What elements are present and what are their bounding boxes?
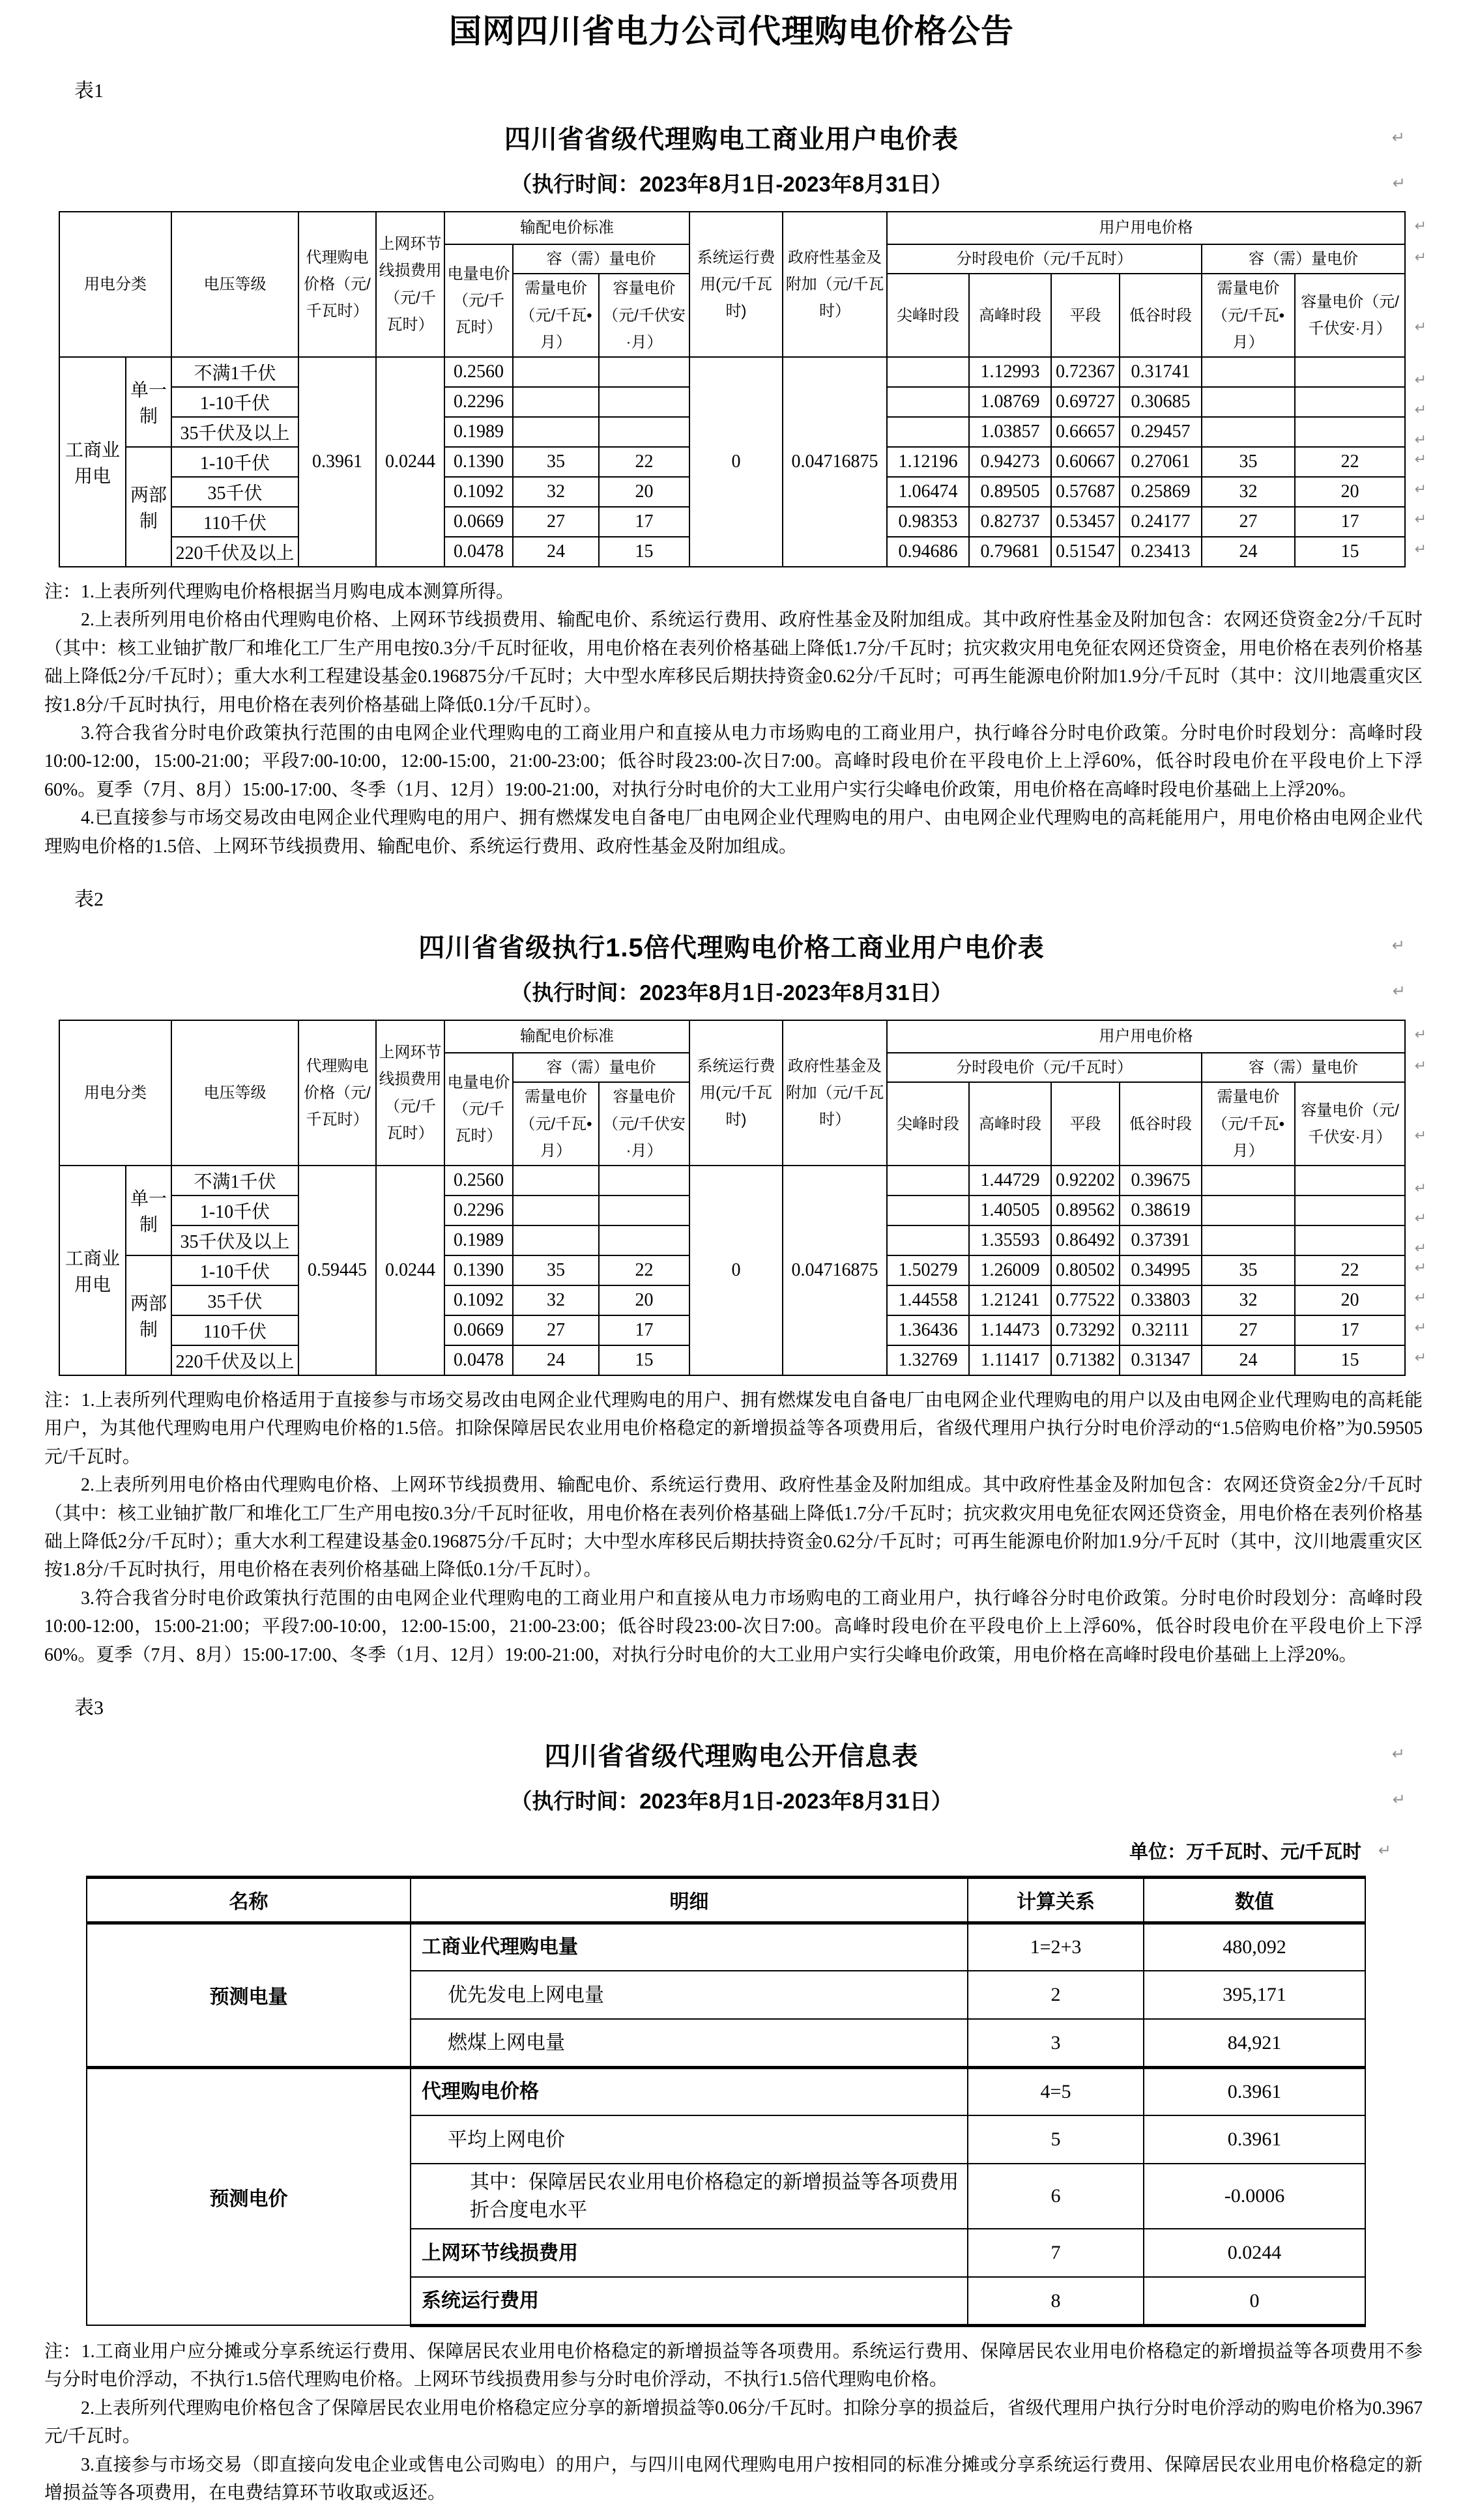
hdr-demand-price: 需量电价（元/千瓦•月）: [1202, 274, 1295, 357]
value-cell: 480,092: [1144, 1923, 1365, 1971]
energy-price-cell: 0.2296: [444, 1196, 513, 1225]
detail-cell: 其中：保障居民农业用电价格稳定的新增损益等各项费用折合度电水平: [411, 2164, 968, 2229]
hdr-demand-price: 需量电价（元/千瓦•月）: [513, 1082, 599, 1166]
regime-single-cell: 单一制: [126, 357, 171, 447]
user-demand-price-cell: 35: [1202, 1255, 1295, 1285]
peak-price-cell: 1.44729: [969, 1166, 1051, 1196]
agency-price-cell: 0.3961: [298, 357, 376, 567]
gov-fund-cell: 0.04716875: [783, 1166, 887, 1375]
user-demand-price-cell: 24: [1202, 537, 1295, 567]
energy-price-cell: 0.0478: [444, 537, 513, 567]
hdr-peak: 高峰时段: [969, 1082, 1051, 1166]
demand-price-cell: 27: [513, 1315, 599, 1345]
demand-price-cell: 24: [513, 1345, 599, 1375]
peak-price-cell: 1.35593: [969, 1225, 1051, 1255]
user-demand-price-cell: 32: [1202, 1285, 1295, 1315]
voltage-cell: 35千伏: [171, 1285, 298, 1315]
hdr-system-fee: 系统运行费用(元/千瓦时): [689, 1020, 783, 1166]
user-demand-price-cell: [1202, 1196, 1295, 1225]
hdr-capacity-price: 容量电价（元/千伏安·月）: [599, 274, 689, 357]
table2-title: 四川省省级执行1.5倍代理购电价格工商业用户电价表 ↵: [39, 927, 1424, 964]
table-row: [87, 2067, 1365, 2115]
detail-cell: 优先发电上网电量: [411, 1971, 968, 2019]
detail-cell: 系统运行费用: [411, 2277, 968, 2325]
demand-price-cell: [513, 1196, 599, 1225]
peak-price-cell: 1.21241: [969, 1285, 1051, 1315]
hdr-category: 用电分类: [59, 212, 171, 357]
capacity-price-cell: 15: [599, 537, 689, 567]
note-paragraph: 2.上表所列用电价格由代理购电价格、上网环节线损费用、输配电价、系统运行费用、政府性基金及附加组成。其中政府性基金及附加包含：农网还贷资金2分/千瓦时（其中：核工业铀扩散厂和堆化工厂生产用电按0.3分/千瓦时征收，用电价格在表列价格基础上降低1.7分/千瓦时；抗灾救灾用电免征农网还贷资金，用电价格在表列价格基础上降低2分/千瓦时）；重大水利工程建设基金0.196875分/千瓦时；大中型水库移民后期扶持资金0.62分/千瓦时；可再生能源电价附加1.9分/千瓦时（其中：汶川地震重灾区按1.8分/千瓦时执行，用电价格在表列价格基础上降低0.1分/千瓦时）。: [44, 610, 1423, 715]
hdr-user-price: 用户用电价格 ↵: [887, 1020, 1405, 1053]
hdr-td-standard: 输配电价标准: [444, 212, 689, 244]
note-paragraph: 4.已直接参与市场交易改由电网企业代理购电的用户、拥有燃煤发电自备电厂由电网企业代理购电的用户、由电网企业代理购电的高耗能用户，用电价格由电网企业代理购电价格的1.5倍、上网环节线损费用、输配电价、系统运行费用、政府性基金及附加组成。: [44, 808, 1423, 857]
energy-price-cell: 0.2560: [444, 1166, 513, 1196]
valley-price-cell: 0.39675: [1120, 1166, 1202, 1196]
valley-price-cell: 0.27061: [1120, 447, 1202, 477]
value-cell: 0.3961: [1144, 2067, 1365, 2115]
voltage-cell: 1-10千伏: [171, 447, 298, 477]
calc-cell: 2: [968, 1971, 1144, 2019]
value-cell: 0.0244: [1144, 2229, 1365, 2277]
demand-price-cell: 32: [513, 477, 599, 507]
valley-price-cell: 0.23413: [1120, 537, 1202, 567]
hdr-agency-price: 代理购电价格（元/千瓦时）: [298, 212, 376, 357]
voltage-cell: 220千伏及以上: [171, 537, 298, 567]
voltage-cell: 220千伏及以上: [171, 1345, 298, 1375]
table-row: [59, 1166, 1405, 1196]
user-capacity-price-cell: [1295, 1166, 1405, 1196]
hdr-category: 用电分类: [59, 1020, 171, 1166]
voltage-cell: 35千伏及以上: [171, 1225, 298, 1255]
peak-price-cell: 1.26009: [969, 1255, 1051, 1285]
valley-price-cell: 0.29457: [1120, 417, 1202, 447]
hdr-sharp: 尖峰时段: [887, 274, 969, 357]
hdr-valley: 低谷时段: [1120, 1082, 1202, 1166]
regime-two-part-cell: 两部制: [126, 447, 171, 567]
user-capacity-price-cell: [1295, 1196, 1405, 1225]
valley-price-cell: 0.31741: [1120, 357, 1202, 387]
energy-price-cell: 0.2560: [444, 357, 513, 387]
hdr-demand-price: 需量电价（元/千瓦•月）: [1202, 1082, 1295, 1166]
user-capacity-price-cell: 22 ↵: [1295, 1255, 1405, 1285]
table-header-row: [59, 212, 1405, 244]
valley-price-cell: 0.37391: [1120, 1225, 1202, 1255]
hdr-td-standard: 输配电价标准: [444, 1020, 689, 1053]
capacity-price-cell: [599, 387, 689, 417]
group-cell: 工商业用电: [59, 357, 126, 567]
flat-price-cell: 0.86492: [1051, 1225, 1120, 1255]
valley-price-cell: 0.34995: [1120, 1255, 1202, 1285]
hdr-cap-need: 容（需）量电价 ↵: [1202, 1053, 1405, 1082]
hdr-gov-fund: 政府性基金及附加（元/千瓦时）: [783, 212, 887, 357]
calc-cell: 4=5: [968, 2067, 1144, 2115]
hdr-energy-price: 电量电价（元/千瓦时）: [444, 244, 513, 357]
peak-price-cell: 1.03857: [969, 417, 1051, 447]
calc-cell: 7: [968, 2229, 1144, 2277]
note-paragraph: 2.上表所列代理购电价格包含了保障居民农业用电价格稳定应分享的新增损益等0.06分/千瓦时。扣除分享的损益后，省级代理用户执行分时电价浮动的购电价格为0.3967元/千瓦时。: [44, 2398, 1423, 2447]
valley-price-cell: 0.38619: [1120, 1196, 1202, 1225]
valley-price-cell: 0.24177: [1120, 507, 1202, 537]
detail-cell: 上网环节线损费用: [411, 2229, 968, 2277]
detail-cell: 燃煤上网电量: [411, 2019, 968, 2067]
hdr-flat: 平段: [1051, 1082, 1120, 1166]
sharp-price-cell: 0.94686: [887, 537, 969, 567]
calc-cell: 8: [968, 2277, 1144, 2325]
peak-price-cell: 1.40505: [969, 1196, 1051, 1225]
table-row: [87, 1923, 1365, 1971]
demand-price-cell: 27: [513, 507, 599, 537]
demand-price-cell: 24: [513, 537, 599, 567]
sharp-price-cell: [887, 357, 969, 387]
hdr-capacity-price: 容量电价（元/千伏安·月）: [599, 1082, 689, 1166]
value-cell: 0.3961: [1144, 2115, 1365, 2164]
flat-price-cell: 0.80502: [1051, 1255, 1120, 1285]
capacity-price-cell: 17: [599, 507, 689, 537]
agency-price-cell: 0.59445: [298, 1166, 376, 1375]
sharp-price-cell: 1.50279: [887, 1255, 969, 1285]
note-paragraph: 3.符合我省分时电价政策执行范围的由电网企业代理购电的工商业用户和直接从电力市场购电的工商业用户，执行峰谷分时电价政策。分时电价时段划分：高峰时段10:00-12:00，15:00-21:00；平段7:00-10:00，12:00-15:00，21:00-23:00；低谷时段23:00-次日7:00。高峰时段电价在平段电价上上浮60%，低谷时段电价在平段电价上下浮60%。夏季（7月、8月）15:00-17:00、冬季（1月、12月）19:00-21:00，对执行分时电价的大工业用户实行尖峰电价政策，用电价格在高峰时段电价基础上上浮20%。: [44, 1588, 1423, 1665]
user-capacity-price-cell: 17 ↵: [1295, 507, 1405, 537]
peak-price-cell: 0.82737: [969, 507, 1051, 537]
user-capacity-price-cell: [1295, 1225, 1405, 1255]
note-paragraph: 注：1.上表所列代理购电价格根据当月购电成本测算所得。: [44, 582, 515, 603]
user-demand-price-cell: [1202, 417, 1295, 447]
energy-price-cell: 0.1989: [444, 1225, 513, 1255]
peak-price-cell: 0.89505: [969, 477, 1051, 507]
hdr-cap-need: 容（需）量电价: [513, 244, 689, 274]
demand-price-cell: 32: [513, 1285, 599, 1315]
hdr-line-loss: 上网环节线损费用（元/千瓦时）: [376, 212, 444, 357]
table3-info-table: [86, 1876, 1366, 2327]
sharp-price-cell: [887, 1166, 969, 1196]
voltage-cell: 35千伏及以上: [171, 417, 298, 447]
hdr-peak: 高峰时段: [969, 274, 1051, 357]
sharp-price-cell: 1.44558: [887, 1285, 969, 1315]
detail-cell: 平均上网电价: [411, 2115, 968, 2164]
user-demand-price-cell: [1202, 1166, 1295, 1196]
flat-price-cell: 0.71382: [1051, 1345, 1120, 1375]
demand-price-cell: [513, 1225, 599, 1255]
hdr-capacity-price: 容量电价（元/千伏安·月） ↵: [1295, 274, 1405, 357]
hdr-demand-price: 需量电价（元/千瓦•月）: [513, 274, 599, 357]
hdr-gov-fund: 政府性基金及附加（元/千瓦时）: [783, 1020, 887, 1166]
hdr-cap-need: 容（需）量电价: [513, 1053, 689, 1082]
demand-price-cell: 35: [513, 447, 599, 477]
table1-price-grid: [59, 211, 1406, 567]
capacity-price-cell: [599, 1225, 689, 1255]
capacity-price-cell: 15: [599, 1345, 689, 1375]
user-capacity-price-cell: [1295, 357, 1405, 387]
sharp-price-cell: 1.32769: [887, 1345, 969, 1375]
table1-period: （执行时间：2023年8月1日-2023年8月31日） ↵: [39, 167, 1424, 198]
table3-title: 四川省省级代理购电公开信息表 ↵: [39, 1736, 1424, 1773]
user-demand-price-cell: [1202, 387, 1295, 417]
group-cell: 工商业用电: [59, 1166, 126, 1375]
detail-cell: 工商业代理购电量: [411, 1923, 968, 1971]
capacity-price-cell: [599, 1166, 689, 1196]
user-demand-price-cell: 35: [1202, 447, 1295, 477]
capacity-price-cell: 22: [599, 447, 689, 477]
user-capacity-price-cell: 15 ↵: [1295, 537, 1405, 567]
valley-price-cell: 0.33803: [1120, 1285, 1202, 1315]
flat-price-cell: 0.60667: [1051, 447, 1120, 477]
sharp-price-cell: 1.06474: [887, 477, 969, 507]
regime-two-part-cell: 两部制: [126, 1255, 171, 1375]
sharp-price-cell: 1.36436: [887, 1315, 969, 1345]
demand-price-cell: [513, 357, 599, 387]
line-loss-cell: 0.0244: [376, 357, 444, 567]
sharp-price-cell: [887, 1225, 969, 1255]
peak-price-cell: 1.08769: [969, 387, 1051, 417]
peak-price-cell: 0.79681: [969, 537, 1051, 567]
hdr-line-loss: 上网环节线损费用（元/千瓦时）: [376, 1020, 444, 1166]
calc-cell: 6: [968, 2164, 1144, 2229]
table-row: [59, 357, 1405, 387]
line-loss-cell: 0.0244: [376, 1166, 444, 1375]
group-name-cell: 预测电量: [87, 1923, 411, 2067]
user-demand-price-cell: [1202, 1225, 1295, 1255]
energy-price-cell: 0.1390: [444, 447, 513, 477]
unit-note: 单位：万千瓦时、元/千瓦时 ↵: [39, 1837, 1361, 1864]
valley-price-cell: 0.30685: [1120, 387, 1202, 417]
table-header-row: [59, 1020, 1405, 1053]
table2-wrapper: [59, 1020, 1406, 1376]
voltage-cell: 1-10千伏: [171, 1255, 298, 1285]
table1-label: 表1: [74, 80, 104, 102]
capacity-price-cell: 22: [599, 1255, 689, 1285]
hdr-voltage: 电压等级: [171, 1020, 298, 1166]
hdr-value: 数值: [1144, 1877, 1365, 1923]
hdr-name: 名称: [87, 1877, 411, 1923]
capacity-price-cell: [599, 357, 689, 387]
note-paragraph: 注：1.上表所列代理购电价格适用于直接参与市场交易改由电网企业代理购电的用户、拥有燃煤发电自备电厂由电网企业代理购电的用户以及由电网企业代理购电的高耗能用户，为其他代理购电用户代理购电价格的1.5倍。扣除保障居民农业用电价格稳定的新增损益等各项费用后，省级代理用户执行分时电价浮动的“1.5倍购电价格”为0.59505元/千瓦时。: [44, 1390, 1423, 1467]
sharp-price-cell: 1.12196: [887, 447, 969, 477]
user-demand-price-cell: 27: [1202, 507, 1295, 537]
sharp-price-cell: [887, 1196, 969, 1225]
voltage-cell: 1-10千伏: [171, 1196, 298, 1225]
hdr-energy-price: 电量电价（元/千瓦时）: [444, 1053, 513, 1166]
user-capacity-price-cell: 20 ↵: [1295, 1285, 1405, 1315]
hdr-system-fee: 系统运行费用(元/千瓦时): [689, 212, 783, 357]
energy-price-cell: 0.0478: [444, 1345, 513, 1375]
flat-price-cell: 0.53457: [1051, 507, 1120, 537]
peak-price-cell: 1.14473: [969, 1315, 1051, 1345]
valley-price-cell: 0.31347: [1120, 1345, 1202, 1375]
flat-price-cell: 0.92202: [1051, 1166, 1120, 1196]
table2-period: （执行时间：2023年8月1日-2023年8月31日） ↵: [39, 976, 1424, 1007]
flat-price-cell: 0.66657: [1051, 417, 1120, 447]
user-demand-price-cell: 27: [1202, 1315, 1295, 1345]
demand-price-cell: [513, 387, 599, 417]
energy-price-cell: 0.1092: [444, 477, 513, 507]
note-paragraph: 2.上表所列用电价格由代理购电价格、上网环节线损费用、输配电价、系统运行费用、政府性基金及附加组成。其中政府性基金及附加包含：农网还贷资金2分/千瓦时（其中：核工业铀扩散厂和堆化工厂生产用电按0.3分/千瓦时征收，用电价格在表列价格基础上降低1.7分/千瓦时；抗灾救灾用电免征农网还贷资金，用电价格在表列价格基础上降低2分/千瓦时）；重大水利工程建设基金0.196875分/千瓦时；大中型水库移民后期扶持资金0.62分/千瓦时；可再生能源电价附加1.9分/千瓦时（其中，汶川地震重灾区按1.8分/千瓦时执行，用电价格在表列价格基础上降低0.1分/千瓦时）。: [44, 1475, 1423, 1581]
table-header-row: [87, 1877, 1365, 1923]
hdr-agency-price: 代理购电价格（元/千瓦时）: [298, 1020, 376, 1166]
hdr-capacity-price: 容量电价（元/千伏安·月） ↵: [1295, 1082, 1405, 1166]
system-fee-cell: 0: [689, 1166, 783, 1375]
regime-single-cell: 单一制: [126, 1166, 171, 1255]
hdr-flat: 平段: [1051, 274, 1120, 357]
flat-price-cell: 0.57687: [1051, 477, 1120, 507]
flat-price-cell: 0.72367: [1051, 357, 1120, 387]
table2-price-grid: [59, 1020, 1406, 1376]
voltage-cell: 不满1千伏: [171, 357, 298, 387]
calc-cell: 3: [968, 2019, 1144, 2067]
user-capacity-price-cell: 15 ↵: [1295, 1345, 1405, 1375]
flat-price-cell: 0.77522: [1051, 1285, 1120, 1315]
table2-label: 表2: [74, 888, 104, 910]
user-capacity-price-cell: [1295, 417, 1405, 447]
hdr-detail: 明细: [411, 1877, 968, 1923]
user-demand-price-cell: [1202, 357, 1295, 387]
hdr-tou: 分时段电价（元/千瓦时）: [887, 244, 1202, 274]
peak-price-cell: 1.11417: [969, 1345, 1051, 1375]
peak-price-cell: 0.94273: [969, 447, 1051, 477]
sharp-price-cell: [887, 387, 969, 417]
voltage-cell: 1-10千伏: [171, 387, 298, 417]
sharp-price-cell: [887, 417, 969, 447]
table1-title: 四川省省级代理购电工商业用户电价表 ↵: [39, 119, 1424, 156]
table1-wrapper: [59, 211, 1406, 567]
calc-cell: 5: [968, 2115, 1144, 2164]
value-cell: 84,921: [1144, 2019, 1365, 2067]
table3-label: 表3: [74, 1697, 104, 1719]
voltage-cell: 不满1千伏: [171, 1166, 298, 1196]
capacity-price-cell: 17: [599, 1315, 689, 1345]
voltage-cell: 110千伏: [171, 507, 298, 537]
demand-price-cell: [513, 1166, 599, 1196]
flat-price-cell: 0.89562: [1051, 1196, 1120, 1225]
detail-cell: 代理购电价格: [411, 2067, 968, 2115]
table2-notes: [44, 1386, 1423, 1669]
hdr-tou: 分时段电价（元/千瓦时）: [887, 1053, 1202, 1082]
user-demand-price-cell: 24: [1202, 1345, 1295, 1375]
user-demand-price-cell: 32: [1202, 477, 1295, 507]
note-paragraph: 3.直接参与市场交易（即直接向发电企业或售电公司购电）的用户，与四川电网代理购电用户按相同的标准分摊或分享系统运行费用、保障居民农业用电价格稳定的新增损益等各项费用，在电费结算环节收取或返还。: [44, 2454, 1423, 2503]
system-fee-cell: 0: [689, 357, 783, 567]
value-cell: -0.0006: [1144, 2164, 1365, 2229]
voltage-cell: 35千伏: [171, 477, 298, 507]
calc-cell: 1=2+3: [968, 1923, 1144, 1971]
flat-price-cell: 0.73292: [1051, 1315, 1120, 1345]
hdr-user-price: 用户用电价格 ↵: [887, 212, 1405, 244]
capacity-price-cell: [599, 417, 689, 447]
user-capacity-price-cell: 17 ↵: [1295, 1315, 1405, 1345]
demand-price-cell: [513, 417, 599, 447]
energy-price-cell: 0.2296: [444, 387, 513, 417]
table3-notes: [44, 2338, 1423, 2507]
table3-wrapper: [86, 1876, 1369, 2327]
energy-price-cell: 0.1989: [444, 417, 513, 447]
table1-notes: [44, 578, 1423, 861]
energy-price-cell: 0.1390: [444, 1255, 513, 1285]
energy-price-cell: 0.0669: [444, 1315, 513, 1345]
table3-period: （执行时间：2023年8月1日-2023年8月31日） ↵: [39, 1784, 1424, 1815]
capacity-price-cell: 20: [599, 1285, 689, 1315]
hdr-sharp: 尖峰时段: [887, 1082, 969, 1166]
group-name-cell: 预测电价: [87, 2067, 411, 2325]
demand-price-cell: 35: [513, 1255, 599, 1285]
hdr-voltage: 电压等级: [171, 212, 298, 357]
user-capacity-price-cell: [1295, 387, 1405, 417]
energy-price-cell: 0.1092: [444, 1285, 513, 1315]
energy-price-cell: 0.0669: [444, 507, 513, 537]
hdr-valley: 低谷时段: [1120, 274, 1202, 357]
peak-price-cell: 1.12993: [969, 357, 1051, 387]
note-paragraph: 3.符合我省分时电价政策执行范围的由电网企业代理购电的工商业用户和直接从电力市场购电的工商业用户，执行峰谷分时电价政策。分时电价时段划分：高峰时段10:00-12:00，15:00-21:00；平段7:00-10:00，12:00-15:00，21:00-23:00；低谷时段23:00-次日7:00。高峰时段电价在平段电价上上浮60%，低谷时段电价在平段电价上下浮60%。夏季（7月、8月）15:00-17:00、冬季（1月、12月）19:00-21:00，对执行分时电价的大工业用户实行尖峰电价政策，用电价格在高峰时段电价基础上上浮20%。: [44, 723, 1423, 800]
user-capacity-price-cell: 22 ↵: [1295, 447, 1405, 477]
value-cell: 0: [1144, 2277, 1365, 2325]
hdr-cap-need: 容（需）量电价 ↵: [1202, 244, 1405, 274]
value-cell: 395,171: [1144, 1971, 1365, 2019]
voltage-cell: 110千伏: [171, 1315, 298, 1345]
main-title: 国网四川省电力公司代理购电价格公告: [449, 13, 1014, 50]
flat-price-cell: 0.69727: [1051, 387, 1120, 417]
capacity-price-cell: 20: [599, 477, 689, 507]
gov-fund-cell: 0.04716875: [783, 357, 887, 567]
valley-price-cell: 0.25869: [1120, 477, 1202, 507]
capacity-price-cell: [599, 1196, 689, 1225]
note-paragraph: 注：1.工商业用户应分摊或分享系统运行费用、保障居民农业用电价格稳定的新增损益等各项费用。系统运行费用、保障居民农业用电价格稳定的新增损益等各项费用不参与分时电价浮动，不执行1.5倍代理购电价格。上网环节线损费用参与分时电价浮动，不执行1.5倍代理购电价格。: [44, 2341, 1423, 2390]
sharp-price-cell: 0.98353: [887, 507, 969, 537]
user-capacity-price-cell: 20 ↵: [1295, 477, 1405, 507]
flat-price-cell: 0.51547: [1051, 537, 1120, 567]
valley-price-cell: 0.32111: [1120, 1315, 1202, 1345]
hdr-calc: 计算关系: [968, 1877, 1144, 1923]
